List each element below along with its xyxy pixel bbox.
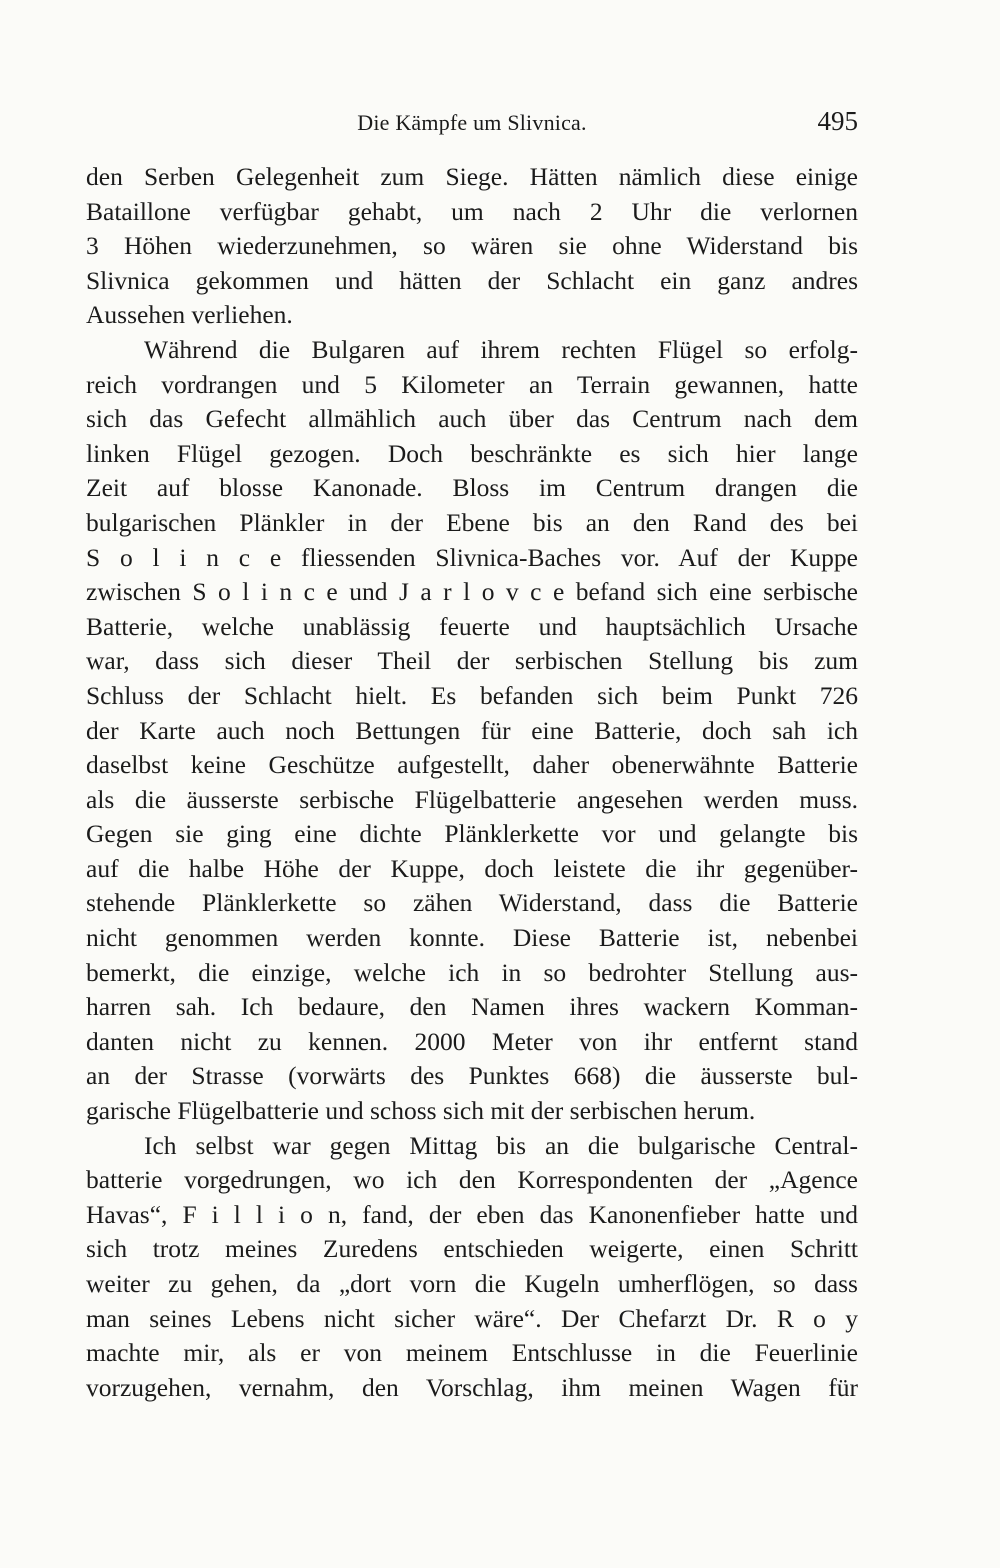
text-line: reich vordrangen und 5 Kilometer an Terrain gewannen, hatte [86, 369, 858, 399]
text-line: Batterie, welche unablässig feuerte und hauptsächlich Ursache [86, 611, 858, 641]
text-line: sich das Gefecht allmählich auch über das Centrum nach dem [86, 404, 858, 434]
text-line: Während die Bulgaren auf ihrem rechten Flügel so erfolg- [144, 334, 858, 364]
text-line: Gegen sie ging eine dichte Plänklerkette vor und gelangte bis [86, 819, 858, 849]
text-line: machte mir, als er von meinem Entschlusse in die Feuerlinie [86, 1338, 858, 1368]
text-line: S o l i n c e fliessenden Slivnica-Baches vor. Auf der Kuppe [86, 542, 858, 572]
text-line: war, dass sich dieser Theil der serbischen Stellung bis zum [86, 646, 858, 676]
running-head-title: Die Kämpfe um Slivnica. [357, 110, 587, 135]
text-line: harren sah. Ich bedaure, den Namen ihres wackern Komman- [86, 992, 858, 1022]
text-line: bemerkt, die einzige, welche ich in so bedrohter Stellung aus- [86, 957, 858, 987]
text-line: Bataillone verfügbar gehabt, um nach 2 Uhr die verlornen [86, 196, 858, 226]
text-line: sich trotz meines Zuredens entschieden weigerte, einen Schritt [86, 1234, 858, 1264]
text-line: batterie vorgedrungen, wo ich den Korrespondenten der „Agence [86, 1165, 858, 1195]
running-head [86, 106, 858, 140]
text-line: zwischen S o l i n c e und J a r l o v c e befand sich eine serbische [86, 577, 858, 607]
text-line: Havas“, F i l l i o n, fand, der eben das Kanonenfieber hatte und [86, 1199, 858, 1229]
text-line: danten nicht zu kennen. 2000 Meter von ihr entfernt stand [86, 1026, 858, 1056]
text-line: an der Strasse (vorwärts des Punktes 668) die äusserste bul- [86, 1061, 858, 1091]
text-line: stehende Plänklerkette so zähen Widerstand, dass die Batterie [86, 888, 858, 918]
text-line: Schluss der Schlacht hielt. Es befanden sich beim Punkt 726 [86, 680, 858, 710]
body-text [86, 160, 858, 1405]
text-line: daselbst keine Geschütze aufgestellt, daher obenerwähnte Batterie [86, 750, 858, 780]
text-line: vorzugehen, vernahm, den Vorschlag, ihm meinen Wagen für [86, 1372, 858, 1402]
page-number: 495 [817, 106, 858, 136]
text-line: bulgarischen Plänkler in der Ebene bis an den Rand des bei [86, 507, 858, 537]
text-line: linken Flügel gezogen. Doch beschränkte es sich hier lange [86, 438, 858, 468]
text-line: 3 Höhen wiederzunehmen, so wären sie ohne Widerstand bis [86, 231, 858, 261]
text-line: den Serben Gelegenheit zum Siege. Hätten nämlich diese einige [86, 162, 858, 191]
text-line: weiter zu gehen, da „dort vorn die Kugeln umherflögen, so dass [86, 1269, 858, 1298]
text-line: als die äusserste serbische Flügelbatterie angesehen werden muss. [86, 784, 858, 814]
text-line: Slivnica gekommen und hätten der Schlacht ein ganz andres [86, 265, 858, 295]
text-line: Zeit auf blosse Kanonade. Bloss im Centrum drangen die [86, 473, 858, 503]
text-line: nicht genommen werden konnte. Diese Batterie ist, nebenbei [86, 923, 858, 953]
text-line: garische Flügelbatterie und schoss sich mit der serbischen herum. [86, 1096, 756, 1126]
text-line: Aussehen verliehen. [86, 300, 293, 330]
text-line: auf die halbe Höhe der Kuppe, doch leistete die ihr gegenüber- [86, 853, 858, 883]
text-line: Ich selbst war gegen Mittag bis an die bulgarische Central- [144, 1130, 858, 1160]
text-line: man seines Lebens nicht sicher wäre“. Der Chefarzt Dr. R o y [86, 1303, 858, 1333]
text-line: der Karte auch noch Bettungen für eine Batterie, doch sah ich [86, 715, 858, 745]
